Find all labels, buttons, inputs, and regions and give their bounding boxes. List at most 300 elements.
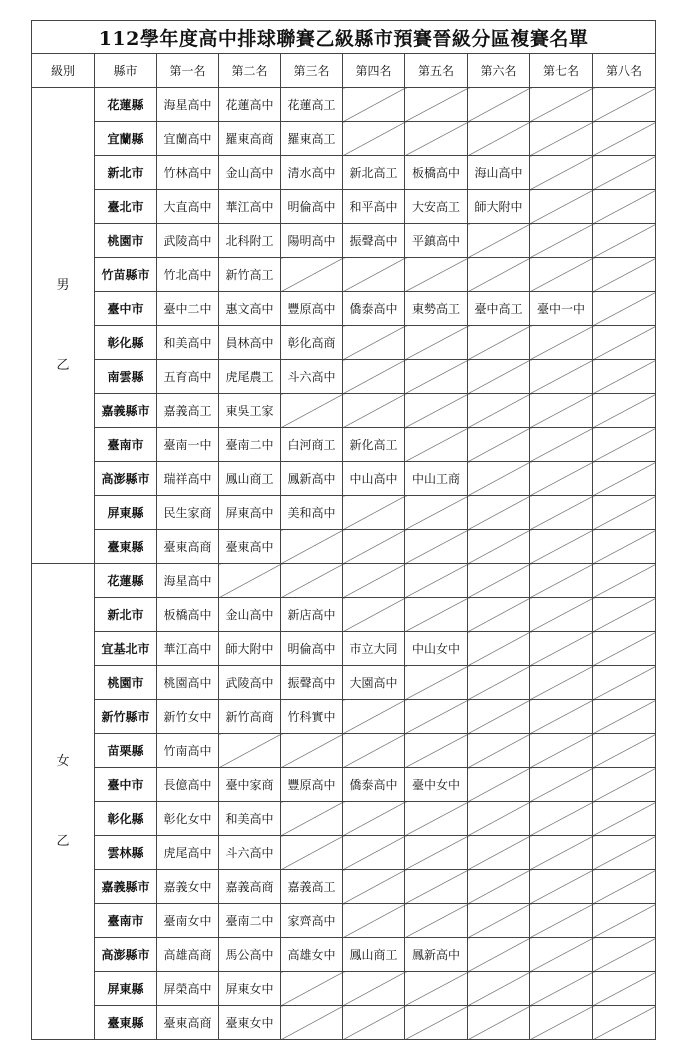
empty-slash-cell — [468, 598, 530, 632]
division-label — [32, 564, 95, 1040]
team-cell: 竹科實中 — [281, 700, 343, 734]
team-cell: 鳳山商工 — [219, 462, 281, 496]
empty-slash-cell — [593, 564, 656, 598]
empty-slash-cell — [530, 394, 593, 428]
header-row — [32, 54, 656, 88]
county-cell: 南雲縣 — [95, 360, 157, 394]
empty-slash-cell — [530, 88, 593, 122]
team-cell: 板橋高中 — [157, 598, 219, 632]
team-cell: 嘉義高工 — [157, 394, 219, 428]
empty-slash-cell — [468, 938, 530, 972]
table-row — [32, 428, 656, 462]
empty-slash-cell — [468, 1006, 530, 1040]
empty-slash-cell — [593, 768, 656, 802]
empty-slash-cell — [593, 530, 656, 564]
empty-slash-cell — [468, 326, 530, 360]
table-row — [32, 870, 656, 904]
empty-slash-cell — [468, 768, 530, 802]
county-cell: 臺南市 — [95, 428, 157, 462]
empty-slash-cell — [530, 870, 593, 904]
county-cell: 高澎縣市 — [95, 938, 157, 972]
team-cell: 宜蘭高中 — [157, 122, 219, 156]
empty-slash-cell — [343, 598, 405, 632]
division-grade: 乙 — [56, 833, 70, 849]
empty-slash-cell — [530, 836, 593, 870]
county-cell: 竹苗縣市 — [95, 258, 157, 292]
county-cell: 臺東縣 — [95, 530, 157, 564]
team-cell: 中山工商 — [405, 462, 468, 496]
county-cell: 雲林縣 — [95, 836, 157, 870]
team-cell: 新竹女中 — [157, 700, 219, 734]
county-cell: 花蓮縣 — [95, 564, 157, 598]
header-rank-7: 第七名 — [530, 54, 593, 88]
empty-slash-cell — [405, 972, 468, 1006]
empty-slash-cell — [593, 326, 656, 360]
empty-slash-cell — [530, 1006, 593, 1040]
team-cell: 武陵高中 — [157, 224, 219, 258]
table-row — [32, 768, 656, 802]
empty-slash-cell — [593, 394, 656, 428]
team-cell: 斗六高中 — [219, 836, 281, 870]
empty-slash-cell — [281, 734, 343, 768]
empty-slash-cell — [593, 972, 656, 1006]
empty-slash-cell — [530, 122, 593, 156]
table-row — [32, 836, 656, 870]
team-cell: 武陵高中 — [219, 666, 281, 700]
county-cell: 嘉義縣市 — [95, 394, 157, 428]
team-cell: 屏東女中 — [219, 972, 281, 1006]
team-cell: 彰化女中 — [157, 802, 219, 836]
team-cell: 臺東高中 — [219, 530, 281, 564]
empty-slash-cell — [530, 904, 593, 938]
county-cell: 宜基北市 — [95, 632, 157, 666]
empty-slash-cell — [530, 496, 593, 530]
team-cell: 臺東高商 — [157, 530, 219, 564]
team-cell: 瑞祥高中 — [157, 462, 219, 496]
empty-slash-cell — [219, 734, 281, 768]
county-cell: 新北市 — [95, 156, 157, 190]
header-rank-1: 第一名 — [157, 54, 219, 88]
county-cell: 臺中市 — [95, 292, 157, 326]
empty-slash-cell — [343, 326, 405, 360]
team-cell: 大安高工 — [405, 190, 468, 224]
team-cell: 明倫高中 — [281, 190, 343, 224]
table-row — [32, 972, 656, 1006]
team-cell: 金山高中 — [219, 156, 281, 190]
team-cell: 羅東高商 — [219, 122, 281, 156]
team-cell: 臺東高商 — [157, 1006, 219, 1040]
header-rank-5: 第五名 — [405, 54, 468, 88]
team-cell: 中山高中 — [343, 462, 405, 496]
table-row — [32, 904, 656, 938]
empty-slash-cell — [593, 870, 656, 904]
table-row — [32, 802, 656, 836]
empty-slash-cell — [343, 802, 405, 836]
empty-slash-cell — [405, 1006, 468, 1040]
empty-slash-cell — [343, 1006, 405, 1040]
team-cell: 虎尾高中 — [157, 836, 219, 870]
team-cell: 鳳山商工 — [343, 938, 405, 972]
empty-slash-cell — [593, 88, 656, 122]
empty-slash-cell — [530, 598, 593, 632]
empty-slash-cell — [530, 224, 593, 258]
empty-slash-cell — [405, 802, 468, 836]
county-cell: 屏東縣 — [95, 496, 157, 530]
table-row — [32, 156, 656, 190]
empty-slash-cell — [530, 972, 593, 1006]
table-row — [32, 88, 656, 122]
team-cell: 明倫高中 — [281, 632, 343, 666]
team-cell: 高雄女中 — [281, 938, 343, 972]
empty-slash-cell — [405, 734, 468, 768]
table-row — [32, 360, 656, 394]
county-cell: 高澎縣市 — [95, 462, 157, 496]
county-cell: 彰化縣 — [95, 326, 157, 360]
empty-slash-cell — [468, 496, 530, 530]
team-cell: 美和高中 — [281, 496, 343, 530]
empty-slash-cell — [593, 666, 656, 700]
county-cell: 新竹縣市 — [95, 700, 157, 734]
empty-slash-cell — [281, 564, 343, 598]
empty-slash-cell — [405, 258, 468, 292]
team-cell: 臺南二中 — [219, 428, 281, 462]
empty-slash-cell — [530, 258, 593, 292]
empty-slash-cell — [468, 904, 530, 938]
county-cell: 臺北市 — [95, 190, 157, 224]
team-cell: 彰化高商 — [281, 326, 343, 360]
empty-slash-cell — [593, 122, 656, 156]
team-cell: 花蓮高工 — [281, 88, 343, 122]
team-cell: 惠文高中 — [219, 292, 281, 326]
team-cell: 新化高工 — [343, 428, 405, 462]
team-cell: 馬公高中 — [219, 938, 281, 972]
empty-slash-cell — [405, 598, 468, 632]
table-row — [32, 122, 656, 156]
header-level: 級別 — [32, 54, 95, 88]
empty-slash-cell — [468, 462, 530, 496]
team-cell: 新北高工 — [343, 156, 405, 190]
empty-slash-cell — [530, 734, 593, 768]
team-cell: 臺中一中 — [530, 292, 593, 326]
empty-slash-cell — [281, 258, 343, 292]
empty-slash-cell — [405, 122, 468, 156]
team-cell: 民生家商 — [157, 496, 219, 530]
empty-slash-cell — [468, 666, 530, 700]
team-cell: 大園高中 — [343, 666, 405, 700]
team-cell: 東吳工家 — [219, 394, 281, 428]
header-rank-6: 第六名 — [468, 54, 530, 88]
empty-slash-cell — [343, 564, 405, 598]
empty-slash-cell — [343, 258, 405, 292]
empty-slash-cell — [530, 326, 593, 360]
empty-slash-cell — [281, 836, 343, 870]
empty-slash-cell — [468, 428, 530, 462]
empty-slash-cell — [343, 734, 405, 768]
empty-slash-cell — [593, 904, 656, 938]
empty-slash-cell — [530, 156, 593, 190]
table-row — [32, 224, 656, 258]
team-cell: 鳳新高中 — [405, 938, 468, 972]
team-cell: 陽明高中 — [281, 224, 343, 258]
empty-slash-cell — [530, 564, 593, 598]
empty-slash-cell — [468, 224, 530, 258]
empty-slash-cell — [343, 360, 405, 394]
team-cell: 北科附工 — [219, 224, 281, 258]
table-row — [32, 496, 656, 530]
empty-slash-cell — [530, 428, 593, 462]
empty-slash-cell — [468, 394, 530, 428]
empty-slash-cell — [405, 904, 468, 938]
team-cell: 板橋高中 — [405, 156, 468, 190]
empty-slash-cell — [593, 836, 656, 870]
team-cell: 新竹高工 — [219, 258, 281, 292]
team-cell: 臺東女中 — [219, 1006, 281, 1040]
table-row — [32, 292, 656, 326]
county-cell: 桃園市 — [95, 224, 157, 258]
empty-slash-cell — [468, 88, 530, 122]
table-row — [32, 598, 656, 632]
team-cell: 桃園高中 — [157, 666, 219, 700]
empty-slash-cell — [219, 564, 281, 598]
empty-slash-cell — [468, 258, 530, 292]
empty-slash-cell — [405, 666, 468, 700]
table-row — [32, 1006, 656, 1040]
empty-slash-cell — [593, 190, 656, 224]
empty-slash-cell — [343, 394, 405, 428]
header-rank-3: 第三名 — [281, 54, 343, 88]
table-row — [32, 700, 656, 734]
page-title: 112學年度高中排球聯賽乙級縣市預賽晉級分區複賽名單 — [32, 21, 656, 54]
empty-slash-cell — [405, 836, 468, 870]
team-cell: 嘉義女中 — [157, 870, 219, 904]
division-label — [32, 88, 95, 564]
empty-slash-cell — [343, 122, 405, 156]
team-cell: 員林高中 — [219, 326, 281, 360]
county-cell: 彰化縣 — [95, 802, 157, 836]
team-cell: 竹林高中 — [157, 156, 219, 190]
empty-slash-cell — [468, 836, 530, 870]
empty-slash-cell — [530, 530, 593, 564]
table-row — [32, 564, 656, 598]
team-cell: 市立大同 — [343, 632, 405, 666]
empty-slash-cell — [405, 700, 468, 734]
empty-slash-cell — [530, 802, 593, 836]
team-cell: 竹北高中 — [157, 258, 219, 292]
team-cell: 臺中家商 — [219, 768, 281, 802]
county-cell: 新北市 — [95, 598, 157, 632]
team-cell: 和平高中 — [343, 190, 405, 224]
division-gender: 女 — [56, 753, 70, 769]
empty-slash-cell — [593, 360, 656, 394]
county-cell: 桃園市 — [95, 666, 157, 700]
team-cell: 竹南高中 — [157, 734, 219, 768]
team-cell: 屏東高中 — [219, 496, 281, 530]
team-cell: 海星高中 — [157, 88, 219, 122]
table-row — [32, 462, 656, 496]
team-cell: 平鎮高中 — [405, 224, 468, 258]
empty-slash-cell — [593, 156, 656, 190]
empty-slash-cell — [343, 88, 405, 122]
empty-slash-cell — [281, 1006, 343, 1040]
team-cell: 臺中女中 — [405, 768, 468, 802]
empty-slash-cell — [405, 564, 468, 598]
empty-slash-cell — [593, 734, 656, 768]
empty-slash-cell — [530, 666, 593, 700]
empty-slash-cell — [593, 802, 656, 836]
team-cell: 僑泰高中 — [343, 292, 405, 326]
team-cell: 屏榮高中 — [157, 972, 219, 1006]
team-cell: 和美高中 — [219, 802, 281, 836]
team-cell: 中山女中 — [405, 632, 468, 666]
empty-slash-cell — [468, 122, 530, 156]
table-row — [32, 734, 656, 768]
header-rank-2: 第二名 — [219, 54, 281, 88]
empty-slash-cell — [405, 530, 468, 564]
empty-slash-cell — [343, 904, 405, 938]
empty-slash-cell — [468, 870, 530, 904]
empty-slash-cell — [530, 632, 593, 666]
empty-slash-cell — [281, 972, 343, 1006]
division-gender: 男 — [56, 277, 70, 293]
county-cell: 苗栗縣 — [95, 734, 157, 768]
empty-slash-cell — [343, 530, 405, 564]
team-cell: 和美高中 — [157, 326, 219, 360]
empty-slash-cell — [468, 734, 530, 768]
team-cell: 東勢高工 — [405, 292, 468, 326]
team-cell: 金山高中 — [219, 598, 281, 632]
team-cell: 花蓮高中 — [219, 88, 281, 122]
team-cell: 虎尾農工 — [219, 360, 281, 394]
empty-slash-cell — [405, 428, 468, 462]
empty-slash-cell — [593, 700, 656, 734]
empty-slash-cell — [468, 802, 530, 836]
empty-slash-cell — [405, 394, 468, 428]
empty-slash-cell — [281, 802, 343, 836]
team-cell: 振聲高中 — [343, 224, 405, 258]
county-cell: 花蓮縣 — [95, 88, 157, 122]
empty-slash-cell — [593, 428, 656, 462]
empty-slash-cell — [281, 394, 343, 428]
table-row — [32, 938, 656, 972]
empty-slash-cell — [593, 292, 656, 326]
team-cell: 家齊高中 — [281, 904, 343, 938]
empty-slash-cell — [468, 972, 530, 1006]
empty-slash-cell — [593, 224, 656, 258]
empty-slash-cell — [530, 190, 593, 224]
table-row — [32, 190, 656, 224]
empty-slash-cell — [468, 700, 530, 734]
table-row — [32, 632, 656, 666]
team-cell: 長億高中 — [157, 768, 219, 802]
team-cell: 振聲高中 — [281, 666, 343, 700]
county-cell: 屏東縣 — [95, 972, 157, 1006]
team-cell: 新店高中 — [281, 598, 343, 632]
empty-slash-cell — [593, 632, 656, 666]
empty-slash-cell — [343, 836, 405, 870]
team-cell: 豐原高中 — [281, 292, 343, 326]
empty-slash-cell — [468, 360, 530, 394]
empty-slash-cell — [593, 258, 656, 292]
table-row — [32, 326, 656, 360]
team-cell: 大直高中 — [157, 190, 219, 224]
county-cell: 嘉義縣市 — [95, 870, 157, 904]
header-rank-8: 第八名 — [593, 54, 656, 88]
empty-slash-cell — [530, 360, 593, 394]
header-county: 縣市 — [95, 54, 157, 88]
empty-slash-cell — [343, 972, 405, 1006]
team-cell: 師大附中 — [219, 632, 281, 666]
team-cell: 新竹高商 — [219, 700, 281, 734]
team-cell: 嘉義高工 — [281, 870, 343, 904]
table-row — [32, 258, 656, 292]
empty-slash-cell — [530, 462, 593, 496]
empty-slash-cell — [593, 462, 656, 496]
empty-slash-cell — [593, 1006, 656, 1040]
team-cell: 華江高中 — [219, 190, 281, 224]
empty-slash-cell — [468, 632, 530, 666]
team-cell: 師大附中 — [468, 190, 530, 224]
empty-slash-cell — [405, 870, 468, 904]
empty-slash-cell — [343, 870, 405, 904]
table-row — [32, 394, 656, 428]
county-cell: 臺東縣 — [95, 1006, 157, 1040]
division-grade: 乙 — [56, 357, 70, 373]
county-cell: 臺中市 — [95, 768, 157, 802]
empty-slash-cell — [281, 530, 343, 564]
roster-table — [31, 20, 656, 1040]
header-rank-4: 第四名 — [343, 54, 405, 88]
team-cell: 高雄高商 — [157, 938, 219, 972]
county-cell: 宜蘭縣 — [95, 122, 157, 156]
team-cell: 白河商工 — [281, 428, 343, 462]
empty-slash-cell — [468, 530, 530, 564]
team-cell: 僑泰高中 — [343, 768, 405, 802]
empty-slash-cell — [405, 360, 468, 394]
team-cell: 臺中二中 — [157, 292, 219, 326]
team-cell: 海山高中 — [468, 156, 530, 190]
team-cell: 臺南二中 — [219, 904, 281, 938]
team-cell: 五育高中 — [157, 360, 219, 394]
team-cell: 華江高中 — [157, 632, 219, 666]
team-cell: 臺南一中 — [157, 428, 219, 462]
table-row — [32, 530, 656, 564]
team-cell: 羅東高工 — [281, 122, 343, 156]
empty-slash-cell — [468, 564, 530, 598]
roster-sheet — [31, 20, 655, 1040]
team-cell: 臺中高工 — [468, 292, 530, 326]
roster-body — [32, 88, 656, 1040]
empty-slash-cell — [530, 938, 593, 972]
empty-slash-cell — [530, 768, 593, 802]
empty-slash-cell — [405, 88, 468, 122]
empty-slash-cell — [593, 598, 656, 632]
team-cell: 海星高中 — [157, 564, 219, 598]
empty-slash-cell — [405, 496, 468, 530]
empty-slash-cell — [343, 700, 405, 734]
empty-slash-cell — [593, 496, 656, 530]
empty-slash-cell — [343, 496, 405, 530]
team-cell: 豐原高中 — [281, 768, 343, 802]
table-row — [32, 666, 656, 700]
empty-slash-cell — [405, 326, 468, 360]
team-cell: 鳳新高中 — [281, 462, 343, 496]
team-cell: 斗六高中 — [281, 360, 343, 394]
county-cell: 臺南市 — [95, 904, 157, 938]
team-cell: 臺南女中 — [157, 904, 219, 938]
empty-slash-cell — [530, 700, 593, 734]
team-cell: 清水高中 — [281, 156, 343, 190]
team-cell: 嘉義高商 — [219, 870, 281, 904]
